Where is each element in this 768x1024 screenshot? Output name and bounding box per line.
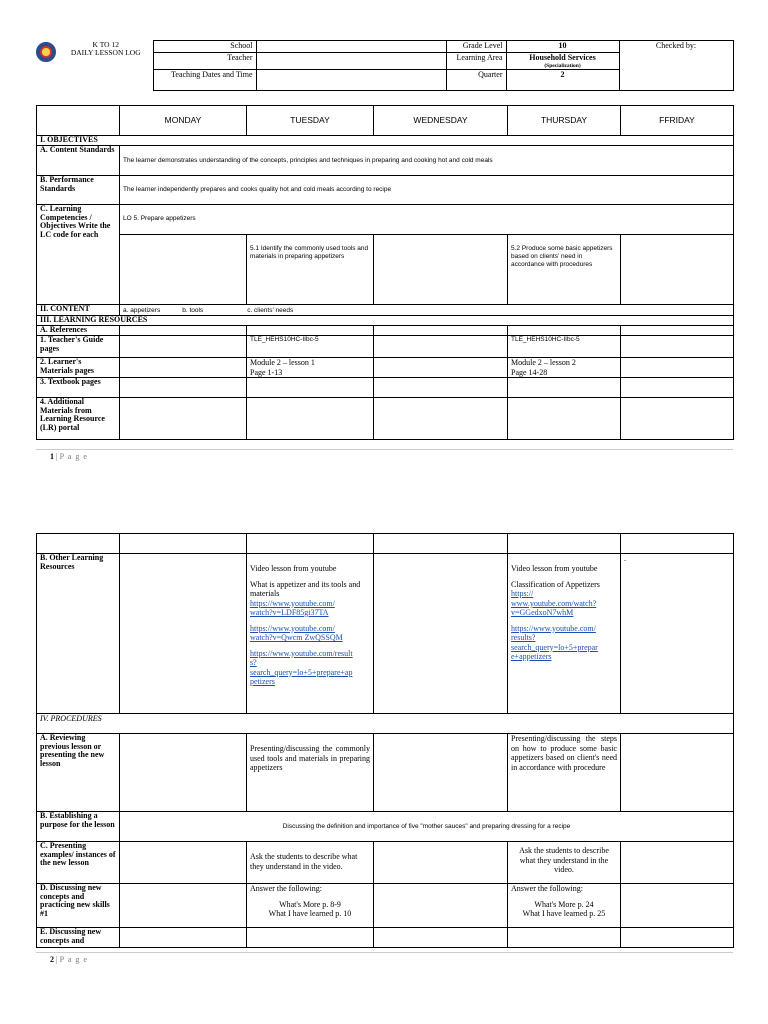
content-standards-text: The learner demonstrates understanding of the concepts, principles and techniques in preparing and cooking hot and cold meals bbox=[120, 146, 734, 176]
reviewing-tuesday: Presenting/discussing the commonly used tools and materials in preparing appetizers bbox=[247, 734, 374, 812]
references-label: A. References bbox=[37, 326, 120, 336]
learning-area-value: Household Services (Specialization) bbox=[506, 53, 619, 70]
content-standards-label: A. Content Standards bbox=[37, 146, 120, 176]
lesson-table-page1 bbox=[36, 105, 734, 440]
school-label: School bbox=[153, 41, 256, 53]
teacher-value bbox=[256, 53, 446, 70]
header-table bbox=[36, 40, 734, 91]
day-wednesday: WEDNESDAY bbox=[374, 106, 508, 136]
discussing-new-concepts-2-label: E. Discussing new concepts and bbox=[37, 928, 120, 948]
footer-rule bbox=[36, 952, 733, 953]
quarter-value: 2 bbox=[506, 70, 619, 91]
tg-thursday: TLE_HEHS10HC-IIbc-5 bbox=[508, 336, 621, 358]
lesson-table-page2 bbox=[36, 533, 734, 948]
learners-materials-label: 2. Learner's Materials pages bbox=[37, 358, 120, 378]
dates-label: Teaching Dates and Time bbox=[153, 70, 256, 91]
grade-level-value: 10 bbox=[506, 41, 619, 53]
grade-level-label: Grade Level bbox=[446, 41, 506, 53]
youtube-search-link[interactable]: https://www.youtube.com/result bbox=[250, 648, 353, 658]
content-label: II. CONTENT bbox=[37, 305, 120, 316]
school-value bbox=[256, 41, 446, 53]
textbook-label: 3. Textbook pages bbox=[37, 378, 120, 398]
competency-tuesday: 5.1 Identify the commonly used tools and materials in preparing appetizers bbox=[247, 235, 374, 305]
performance-standards-text: The learner independently prepares and cooks quality hot and cold meals according to recipe bbox=[120, 176, 734, 205]
performance-standards-label: B. Performance Standards bbox=[37, 176, 120, 205]
page-footer-1: 1 | P a g e bbox=[50, 452, 88, 461]
purpose-text: Discussing the definition and importance of five "mother sauces" and preparing dressing for a recipe bbox=[120, 812, 734, 842]
presenting-tuesday: Ask the students to describe what they understand in the video. bbox=[247, 842, 374, 884]
checked-by: Checked by: bbox=[619, 41, 733, 91]
competency-monday bbox=[120, 235, 247, 305]
corner-cell bbox=[37, 106, 120, 136]
other-resources-tuesday: Video lesson from youtube What is appetizer and its tools and materials https://www.youtube.com/ watch?v=LDF85gi37TA https://www.youtube.com/ watch?v=Qwcm ZwQSSQM https://www.youtube.com/result s? search_query=lo+5+prepare+ap petizers bbox=[247, 554, 374, 714]
other-resources-label: B. Other Learning Resources bbox=[37, 554, 120, 714]
other-resources-friday: . bbox=[621, 554, 734, 714]
reviewing-label: A. Reviewing previous lesson or presenting the new lesson bbox=[37, 734, 120, 812]
tg-tuesday: TLE_HEHS10HC-IIbc-5 bbox=[247, 336, 374, 358]
discussing-thursday: Answer the following: What's More p. 24 What I have learned p. 25 bbox=[508, 884, 621, 928]
lm-thursday: Module 2 – lesson 2 Page 14-28 bbox=[508, 358, 621, 378]
lm-tuesday: Module 2 – lesson 1 Page 1-13 bbox=[247, 358, 374, 378]
procedures-heading: IV. PROCEDURES bbox=[37, 714, 734, 734]
presenting-examples-label: C. Presenting examples/ instances of the new lesson bbox=[37, 842, 120, 884]
footer-rule bbox=[36, 449, 733, 450]
dll-title: K TO 12 DAILY LESSON LOG bbox=[70, 40, 141, 57]
discussing-tuesday: Answer the following: What's More p. 8-9 What I have learned p. 10 bbox=[247, 884, 374, 928]
teachers-guide-label: 1. Teacher's Guide pages bbox=[37, 336, 120, 358]
youtube-link[interactable]: https://www.youtube.com/ bbox=[250, 623, 335, 633]
resources-heading: III. LEARNING RESOURCES bbox=[37, 316, 734, 326]
competencies-label: C. Learning Competencies / Objectives Write the LC code for each bbox=[37, 205, 120, 305]
day-monday: MONDAY bbox=[120, 106, 247, 136]
purpose-label: B. Establishing a purpose for the lesson bbox=[37, 812, 120, 842]
competency-wednesday bbox=[374, 235, 508, 305]
other-resources-thursday: Video lesson from youtube Classification of Appetizers https:// www.youtube.com/watch? v=GGedxoN7whM https://www.youtube.com/ results? search_query=lo+5+prepar e+appetizers bbox=[508, 554, 621, 714]
additional-materials-label: 4. Additional Materials from Learning Resource (LR) portal bbox=[37, 398, 120, 440]
content-items: a. appetizers b. tools c. clients' needs bbox=[120, 305, 734, 316]
youtube-link[interactable]: https:// bbox=[511, 589, 534, 598]
day-friday: FFRIDAY bbox=[621, 106, 734, 136]
discussing-new-concepts-1-label: D. Discussing new concepts and practicing new skills #1 bbox=[37, 884, 120, 928]
day-thursday: THURSDAY bbox=[508, 106, 621, 136]
learning-area-label: Learning Area bbox=[446, 53, 506, 70]
teacher-label: Teacher bbox=[153, 53, 256, 70]
youtube-link[interactable]: https://www.youtube.com/ bbox=[250, 598, 335, 608]
competency-friday bbox=[621, 235, 734, 305]
reviewing-thursday: Presenting/discussing the steps on how to produce some basic appetizers based on client's need in accordance with procedure bbox=[508, 734, 621, 812]
page-footer-2: 2 | P a g e bbox=[50, 955, 88, 964]
presenting-thursday: Ask the students to describe what they understand in the video. bbox=[508, 842, 621, 884]
day-tuesday: TUESDAY bbox=[247, 106, 374, 136]
competency-thursday: 5.2 Produce some basic appetizers based on clients' need in accordance with procedures bbox=[508, 235, 621, 305]
quarter-label: Quarter bbox=[446, 70, 506, 91]
dates-value bbox=[256, 70, 446, 91]
lo-text: LO 5. Prepare appetizers bbox=[120, 205, 734, 235]
youtube-search-link[interactable]: https://www.youtube.com/ bbox=[511, 623, 596, 633]
objectives-heading: I. OBJECTIVES bbox=[37, 136, 734, 146]
